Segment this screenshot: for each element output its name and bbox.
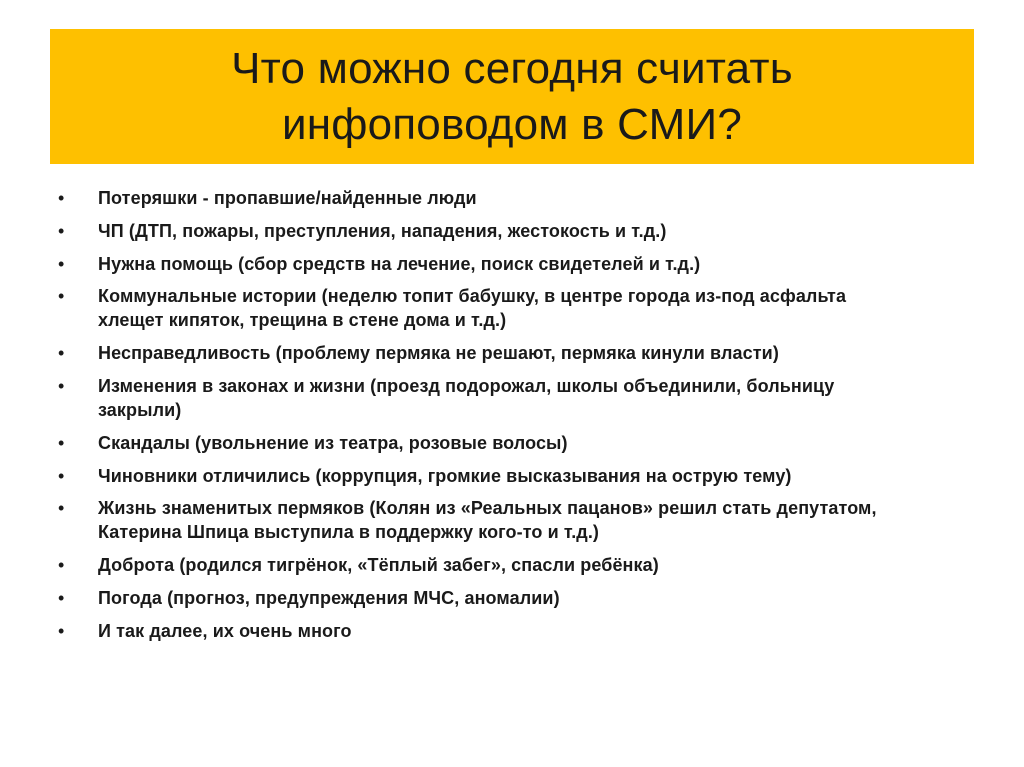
bullet-dot-icon: • bbox=[58, 220, 65, 241]
bullet-item bbox=[58, 464, 958, 488]
bullet-text-line: Скандалы (увольнение из театра, розовые волосы) bbox=[98, 432, 568, 453]
bullet-item bbox=[58, 341, 958, 365]
bullet-item bbox=[58, 431, 958, 455]
bullet-text-line: Коммунальные истории (неделю топит бабушку, в центре города из-под асфальта bbox=[98, 286, 847, 307]
bullet-text-line: хлещет кипяток, трещина в стене дома и т.д.) bbox=[98, 310, 507, 331]
slide-title-line-1: Что можно сегодня считать bbox=[231, 43, 793, 93]
bullet-text bbox=[98, 219, 958, 243]
bullet-dot-icon: • bbox=[58, 555, 65, 576]
bullet-text bbox=[98, 186, 958, 210]
bullet-item bbox=[58, 219, 958, 243]
bullet-item bbox=[58, 496, 958, 544]
bullet-dot-icon: • bbox=[58, 465, 65, 486]
bullet-text bbox=[98, 619, 958, 643]
bullet-text-line: Чиновники отличились (коррупция, громкие высказывания на острую тему) bbox=[98, 465, 792, 486]
bullet-item bbox=[58, 186, 958, 210]
bullet-text bbox=[98, 284, 958, 332]
slide-title bbox=[231, 41, 793, 153]
bullet-item bbox=[58, 619, 958, 643]
bullet-text bbox=[98, 341, 958, 365]
bullet-dot-icon: • bbox=[58, 620, 65, 641]
bullet-item bbox=[58, 553, 958, 577]
bullet-text bbox=[98, 431, 958, 455]
bullet-dot-icon: • bbox=[58, 253, 65, 274]
bullet-text-line: Нужна помощь (сбор средств на лечение, поиск свидетелей и т.д.) bbox=[98, 253, 701, 274]
bullet-text-line: Изменения в законах и жизни (проезд подорожал, школы объединили, больницу bbox=[98, 375, 835, 396]
bullet-text bbox=[98, 252, 958, 276]
title-banner bbox=[50, 29, 974, 164]
bullet-dot-icon: • bbox=[58, 432, 65, 453]
bullet-dot-icon: • bbox=[58, 343, 65, 364]
bullet-text bbox=[98, 374, 958, 422]
bullet-dot-icon: • bbox=[58, 188, 65, 208]
bullet-text-line: ЧП (ДТП, пожары, преступления, нападения, жестокость и т.д.) bbox=[98, 220, 667, 241]
bullet-text bbox=[98, 586, 958, 610]
bullet-text bbox=[98, 496, 958, 544]
bullet-item bbox=[58, 374, 958, 422]
slide-title-line-2: инфоповодом в СМИ? bbox=[281, 99, 743, 149]
bullet-item bbox=[58, 284, 958, 332]
bullet-text bbox=[98, 464, 958, 488]
bullet-dot-icon: • bbox=[58, 587, 65, 608]
bullet-text-line: Погода (прогноз, предупреждения МЧС, аномалии) bbox=[98, 587, 560, 608]
bullet-text-line: Катерина Шпица выступила в поддержку кого-то и т.д.) bbox=[98, 522, 600, 543]
bullet-item bbox=[58, 252, 958, 276]
bullet-text-line: Доброта (родился тигрёнок, «Тёплый забег», спасли ребёнка) bbox=[98, 555, 659, 576]
bullet-text-line: Несправедливость (проблему пермяка не решают, пермяка кинули власти) bbox=[98, 343, 779, 364]
bullet-dot-icon: • bbox=[58, 498, 65, 519]
bullet-text-line: закрыли) bbox=[98, 399, 182, 420]
bullet-dot-icon: • bbox=[58, 375, 65, 396]
bullet-text-line: И так далее, их очень много bbox=[98, 620, 352, 641]
bullet-text bbox=[98, 553, 958, 577]
bullet-text-line: Потеряшки - пропавшие/найденные люди bbox=[98, 188, 477, 208]
bullet-text-line: Жизнь знаменитых пермяков (Колян из «Реальных пацанов» решил стать депутатом, bbox=[98, 498, 877, 519]
bullet-dot-icon: • bbox=[58, 286, 65, 307]
bullet-item bbox=[58, 586, 958, 610]
bullet-list bbox=[58, 186, 958, 652]
